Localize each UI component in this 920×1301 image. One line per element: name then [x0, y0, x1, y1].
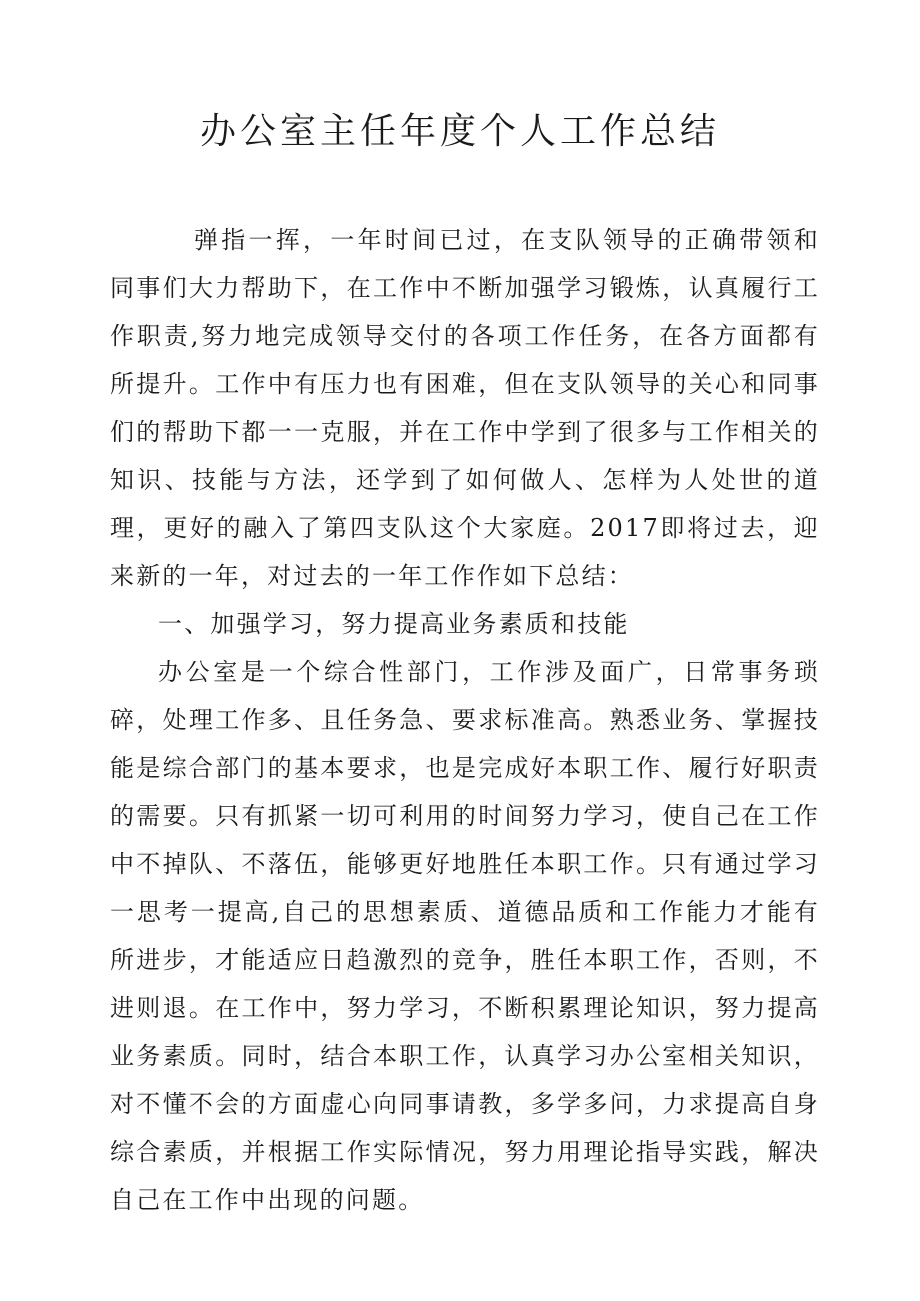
document-body — [110, 216, 820, 1224]
paragraph-intro: 弹指一挥，一年时间已过，在支队领导的正确带领和同事们大力帮助下，在工作中不断加强学习锻炼，认真履行工作职责,努力地完成领导交付的各项工作任务，在各方面都有所提升。工作中有压力也有困难，但在支队领导的关心和同事们的帮助下都一一克服，并在工作中学到了很多与工作相关的知识、技能与方法，还学到了如何做人、怎样为人处世的道理，更好的融入了第四支队这个大家庭。2017即将过去，迎来新的一年，对过去的一年工作作如下总结： — [110, 226, 820, 590]
document-title: 办公室主任年度个人工作总结 — [199, 111, 720, 152]
paragraph-section-1: 办公室是一个综合性部门，工作涉及面广，日常事务琐碎，处理工作多、且任务急、要求标准高。熟悉业务、掌握技能是综合部门的基本要求，也是完成好本职工作、履行好职责的需要。只有抓紧一切可利用的时间努力学习，使自己在工作中不掉队、不落伍，能够更好地胜任本职工作。只有通过学习一思考一提高,自己的思想素质、道德品质和工作能力才能有所进步，才能适应日趋激烈的竞争，胜任本职工作，否则，不进则退。在工作中，努力学习，不断积累理论知识，努力提高业务素质。同时，结合本职工作，认真学习办公室相关知识，对不懂不会的方面虚心向同事请教，多学多问，力求提高自身综合素质，并根据工作实际情况，努力用理论指导实践，解决自己在工作中出现的问题。 — [110, 658, 820, 1214]
section-heading-1: 一、加强学习，努力提高业务素质和技能 — [158, 610, 630, 638]
